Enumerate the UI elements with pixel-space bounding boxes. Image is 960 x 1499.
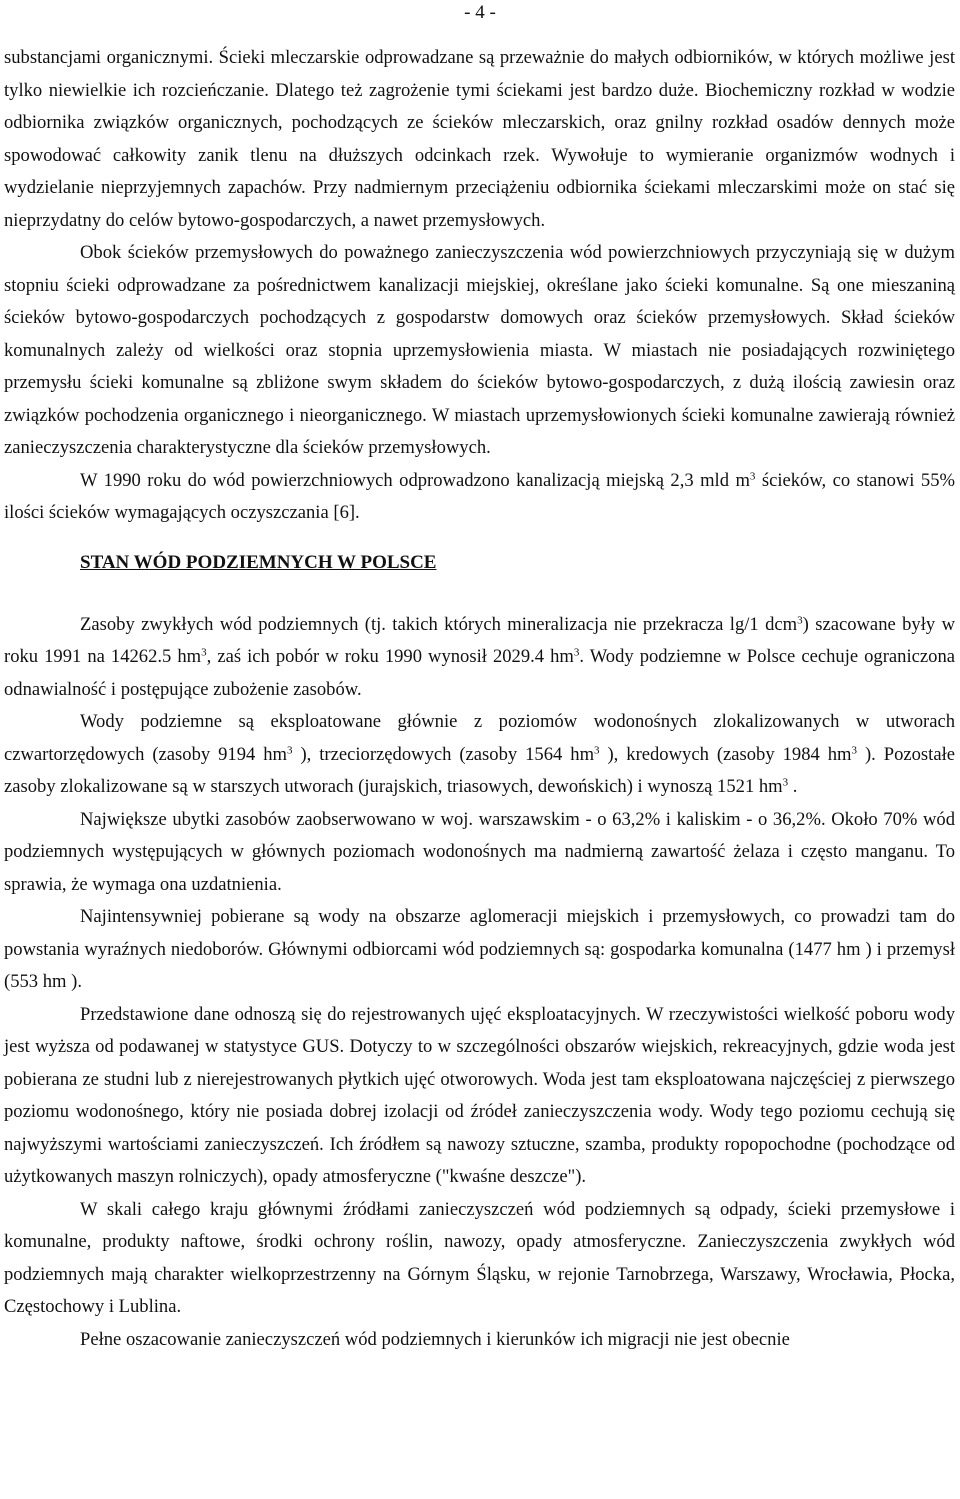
text-span: W 1990 roku do wód powierzchniowych odprowadzono kanalizacją miejską 2,3 mld m — [80, 469, 750, 491]
paragraph-aquifers — [4, 706, 955, 804]
text-span: , zaś ich pobór w roku 1990 wynosił 2029.4 hm — [206, 646, 574, 667]
text-span: ) szacowane były w roku 1991 na 14262.5 hm — [4, 613, 955, 667]
text-span: Zasoby zwykłych wód podziemnych (tj. takich których mineralizacja nie przekracza lg/1 dcm — [80, 613, 798, 635]
superscript: 3 — [594, 743, 600, 756]
text-span: . — [788, 776, 798, 797]
text-span: ), kredowych (zasoby 1984 hm — [599, 743, 852, 765]
text-span: ), trzeciorzędowych (zasoby 1564 hm — [292, 743, 595, 765]
paragraph-municipal-wastewater: Obok ścieków przemysłowych do poważnego zanieczyszczenia wód powierzchniowych przyczyniają się w dużym stopniu ścieki odprowadzane za pośrednictwem kanalizacji miejskiej, określane jako ścieki komunalne. Są one mieszaniną ścieków bytowo-gospodarczych pochodzących z gospodarstw domowych oraz ścieków przemysłowych. Skład ścieków komunalnych zależy od wielkości oraz stopnia uprzemysłowienia miasta. W miastach nie posiadających rozwiniętego przemysłu ścieki komunalne są zbliżone swym składem do ścieków bytowo-gospodarczych, z dużą ilością zawiesin oraz związków pochodzenia organicznego i nieorganicznego. W miastach uprzemysłowionych ścieki komunalne zawierają również zanieczyszczenia charakterystyczne dla ścieków przemysłowych. — [4, 242, 955, 458]
paragraph-1990-discharge — [4, 465, 955, 530]
paragraph-groundwater-resources — [4, 609, 955, 707]
paragraph-intensive-extraction: Najintensywniej pobierane są wody na obszarze aglomeracji miejskich i przemysłowych, co prowadzi tam do powstania wyraźnych niedoborów. Głównymi odbiorcami wód podziemnych są: gospodarka komunalna (1477 hm ) i przemysł (553 hm ). — [4, 906, 955, 992]
text-span: ścieków, co stanowi 55% ilości ścieków wymagających oczyszczania [6]. — [4, 469, 955, 523]
superscript: 3 — [749, 469, 756, 482]
paragraph-resource-losses: Największe ubytki zasobów zaobserwowano w woj. warszawskim - o 63,2% i kaliskim - o 36,2%. Około 70% wód podziemnych występujących w głównych poziomach wodonośnych ma nadmierną zawartość żelaza i często manganu. To sprawia, że wymaga ona uzdatnienia. — [4, 808, 955, 895]
text-span: ). Pozostałe zasoby zlokalizowane są w starszych utworach (jurajskich, triasowych, dewońskich) i wynoszą 1521 hm — [4, 743, 955, 797]
text-span: . Wody podziemne w Polsce cechuje ograniczona odnawialność i postępujące zubożenie zasobów. — [4, 646, 955, 700]
superscript: 3 — [201, 646, 207, 659]
paragraph-pollution-sources: W skali całego kraju głównymi źródłami zanieczyszczeń wód podziemnych są odpady, ścieki przemysłowe i komunalne, produkty naftowe, środki ochrony roślin, nawozy, opady atmosferyczne. Zanieczyszczenia zwykłych wód podziemnych mają charakter wielkoprzestrzenny na Górnym Śląsku, w rejonie Tarnobrzega, Warszawy, Wrocławia, Płocka, Częstochowy i Lublina. — [4, 1198, 955, 1317]
superscript: 3 — [782, 776, 789, 789]
superscript: 3 — [573, 646, 580, 659]
text-span: Wody podziemne są eksploatowane głównie z poziomów wodonośnych zlokalizowanych w utworach czwartorzędowych (zasoby 9194 hm — [4, 711, 955, 765]
document-body — [4, 42, 955, 1356]
paragraph-registered-intakes: Przedstawione dane odnoszą się do rejestrowanych ujęć eksploatacyjnych. W rzeczywistości wielkość poboru wody jest wyższa od podawanej w statystyce GUS. Dotyczy to w szczególności obszarów wiejskich, rekreacyjnych, gdzie woda jest pobierana ze studni lub z nierejestrowanych płytkich ujęć otworowych. Woda jest tam eksploatowana najczęściej z pierwszego poziomu wodonośnego, który nie posiada dobrej izolacji od źródeł zanieczyszczenia wody. Wody tego poziomu cechują się najwyższymi wartościami zanieczyszczeń. Ich źródłem są nawozy sztuczne, szamba, produkty ropopochodne (pochodzące od użytkowanych maszyn rolniczych), opady atmosferyczne ("kwaśne deszcze"). — [4, 1003, 955, 1187]
paragraph-full-assessment: Pełne oszacowanie zanieczyszczeń wód podziemnych i kierunków ich migracji nie jest obecnie — [80, 1328, 790, 1350]
section-heading: STAN WÓD PODZIEMNYCH W POLSCE — [80, 551, 437, 573]
superscript: 3 — [851, 743, 857, 756]
superscript: 3 — [287, 743, 293, 756]
superscript: 3 — [797, 613, 803, 626]
paragraph-dairy-wastewater: substancjami organicznymi. Ścieki mleczarskie odprowadzane są przeważnie do małych odbiorników, w których możliwe jest tylko niewielkie ich rozcieńczanie. Dlatego też zagrożenie tymi ściekami jest bardzo duże. Biochemiczny rozkład w wodzie odbiornika związków organicznych, pochodzących ze ścieków mleczarskich, oraz gnilny rozkład osadów dennych może spowodować całkowity zanik tlenu na dłuższych odcinkach rzek. Wywołuje to wymieranie organizmów wodnych i wydzielanie nieprzyjemnych zapachów. Przy nadmiernym przeciążeniu odbiornika ściekami mleczarskimi może on stać się nieprzydatny do celów bytowo-gospodarczych, a nawet przemysłowych. — [4, 47, 955, 231]
page-number: - 4 - — [464, 2, 496, 23]
